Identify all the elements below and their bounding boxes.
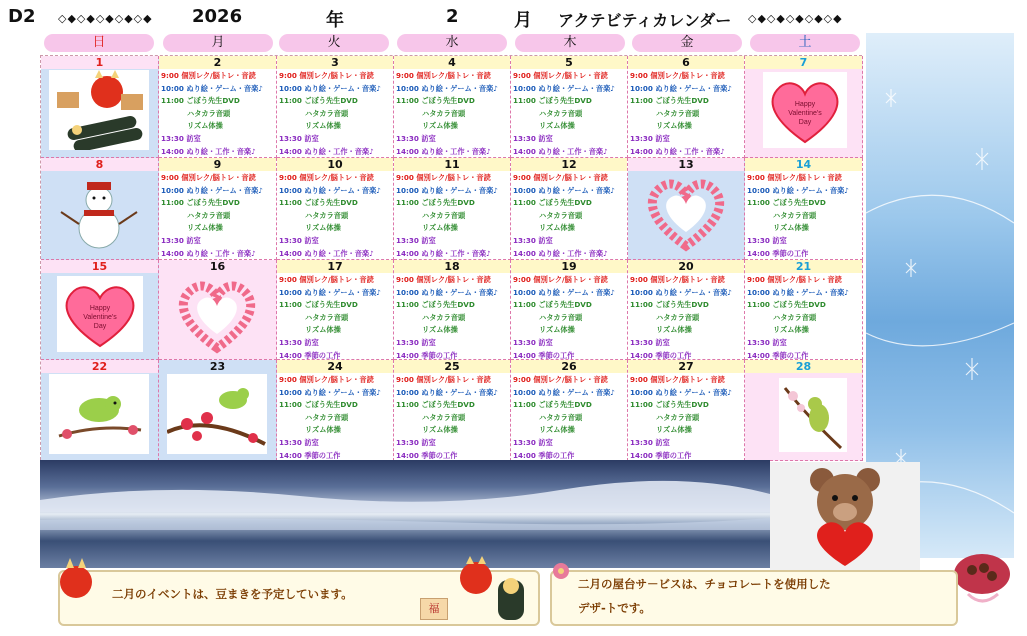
svg-text:Happy: Happy: [794, 101, 816, 108]
year-unit: 年: [326, 10, 344, 31]
weekday-sunday: 日: [44, 34, 154, 52]
day-cell-21[interactable]: [745, 260, 863, 360]
stall-note-line-1: 二月の屋台サ－ビスは、チョコレートを使用した: [578, 577, 831, 591]
day-number: 6: [628, 56, 744, 69]
day-number: 28: [745, 360, 862, 373]
event-note-text: 二月のイベントは、豆まきを予定しています。: [112, 587, 353, 601]
day-schedule: 9:00 個別レク/脳トレ・音読 10:00 ぬり絵・ゲーム・音楽♪ 11:00 ごぼう先生DVD ハタカラ音頭 リズム体操 13:30 訪室 14:00 季節の工作: [279, 275, 381, 360]
day-schedule: 9:00 個別レク/脳トレ・音読 10:00 ぬり絵・ゲーム・音楽♪ 11:00 ごぼう先生DVD ハタカラ音頭 リズム体操 13:30 訪室 14:00 季節の工作: [747, 173, 849, 258]
day-number: 3: [277, 56, 393, 69]
oni-icon: [50, 556, 102, 608]
day-schedule: 9:00 個別レク/脳トレ・音読 10:00 ぬり絵・ゲーム・音楽♪ 11:00 ごぼう先生DVD ハタカラ音頭 リズム体操 13:30 訪室 14:00 ぬり絵・工作・音楽♪: [396, 173, 498, 258]
chocolate-box-image: [948, 544, 1018, 610]
snowman-icon: [49, 172, 149, 252]
day-cell-4[interactable]: [394, 56, 511, 158]
month-unit: 月: [514, 10, 532, 31]
day-schedule: 9:00 個別レク/脳トレ・音読 10:00 ぬり絵・ゲーム・音楽♪ 11:00 ごぼう先生DVD ハタカラ音頭 リズム体操 13:30 訪室 14:00 季節の工作: [630, 275, 732, 360]
day-schedule: 9:00 個別レク/脳トレ・音読 10:00 ぬり絵・ゲーム・音楽♪ 11:00 ごぼう先生DVD ハタカラ音頭 リズム体操 13:30 訪室 14:00 ぬり絵・工作・音楽♪: [161, 173, 263, 258]
day-number: 18: [394, 260, 510, 273]
svg-text:Day: Day: [93, 323, 107, 330]
svg-text:Valentine's: Valentine's: [788, 110, 822, 117]
day-schedule: 9:00 個別レク/脳トレ・音読 10:00 ぬり絵・ゲーム・音楽♪ 11:00 ごぼう先生DVD ハタカラ音頭 リズム体操 13:30 訪室 14:00 季節の工作: [279, 375, 381, 460]
day-cell-26[interactable]: [511, 360, 628, 461]
weekday-tuesday: 火: [279, 34, 389, 52]
landscape-trees: [40, 460, 770, 568]
day-schedule: 9:00 個別レク/脳トレ・音読 10:00 ぬり絵・ゲーム・音楽♪ 11:00 ごぼう先生DVD ハタカラ音頭 リズム体操 13:30 訪室 14:00 ぬり絵・工作・音楽♪: [279, 71, 381, 156]
svg-text:Day: Day: [798, 119, 812, 126]
bird-plum-image: [779, 378, 847, 452]
bird-icon: [49, 374, 149, 454]
plum-branch-icon: [167, 374, 267, 454]
day-number: 13: [628, 158, 744, 171]
flower-icon: [546, 556, 576, 586]
weekday-friday: 金: [632, 34, 742, 52]
weekday-wednesday: 水: [397, 34, 507, 52]
day-number: 4: [394, 56, 510, 69]
day-cell-28[interactable]: [745, 360, 863, 461]
rose-heart-image: [636, 172, 736, 252]
heart-icon: [57, 276, 143, 352]
day-number: 25: [394, 360, 510, 373]
day-schedule: 9:00 個別レク/脳トレ・音読 10:00 ぬり絵・ゲーム・音楽♪ 11:00 ごぼう先生DVD ハタカラ音頭 リズム体操 13:30 訪室 14:00 季節の工作: [630, 375, 732, 460]
day-number: 16: [159, 260, 276, 273]
setsubun-oni-image: [49, 70, 149, 150]
day-cell-17[interactable]: [277, 260, 394, 360]
header-decoration-right: ◇◆◇◆◇◆◇◆◇◆: [748, 12, 843, 25]
day-cell-25[interactable]: [394, 360, 511, 461]
oni-mask-icon: [49, 70, 149, 150]
calendar-title: アクテビティカレンダー: [558, 11, 732, 30]
day-cell-24[interactable]: [277, 360, 394, 461]
day-number: 26: [511, 360, 627, 373]
rose-heart-icon: [636, 172, 736, 252]
day-number: 24: [277, 360, 393, 373]
day-cell-2[interactable]: [159, 56, 277, 158]
day-number: 11: [394, 158, 510, 171]
bird-plum-image: [167, 374, 267, 454]
snowman-image: [49, 172, 149, 252]
weekday-saturday: 土: [750, 34, 860, 52]
day-cell-11[interactable]: [394, 158, 511, 260]
valentine-heart-image: [57, 276, 143, 352]
teddy-bear-image: [770, 462, 920, 570]
weekday-thursday: 木: [515, 34, 625, 52]
day-cell-3[interactable]: [277, 56, 394, 158]
day-schedule: 9:00 個別レク/脳トレ・音読 10:00 ぬり絵・ゲーム・音楽♪ 11:00 ごぼう先生DVD ハタカラ音頭 リズム体操 13:30 訪室 14:00 ぬり絵・工作・音楽♪: [630, 71, 732, 156]
day-cell-15[interactable]: [41, 260, 159, 360]
day-cell-20[interactable]: [628, 260, 745, 360]
day-cell-22[interactable]: [41, 360, 159, 461]
day-schedule: 9:00 個別レク/脳トレ・音読 10:00 ぬり絵・ゲーム・音楽♪ 11:00 ごぼう先生DVD ハタカラ音頭 リズム体操 13:30 訪室 14:00 ぬり絵・工作・音楽♪: [396, 71, 498, 156]
day-number: 7: [745, 56, 862, 69]
day-schedule: 9:00 個別レク/脳トレ・音読 10:00 ぬり絵・ゲーム・音楽♪ 11:00 ごぼう先生DVD ハタカラ音頭 リズム体操 13:30 訪室 14:00 ぬり絵・工作・音楽♪: [513, 173, 615, 258]
day-cell-7[interactable]: [745, 56, 863, 158]
teddy-bear-icon: [770, 462, 920, 570]
rose-heart-image: [167, 274, 267, 354]
heart-icon: [763, 72, 847, 148]
day-number: 10: [277, 158, 393, 171]
day-cell-5[interactable]: [511, 56, 628, 158]
day-schedule: 9:00 個別レク/脳トレ・音読 10:00 ぬり絵・ゲーム・音楽♪ 11:00 ごぼう先生DVD ハタカラ音頭 リズム体操 13:30 訪室 14:00 季節の工作: [747, 275, 849, 360]
day-cell-6[interactable]: [628, 56, 745, 158]
bird-plum-image: [49, 374, 149, 454]
calendar-month: 2: [446, 6, 459, 27]
day-number: 2: [159, 56, 276, 69]
day-number: 19: [511, 260, 627, 273]
calendar-code: D2: [8, 6, 36, 27]
day-schedule: 9:00 個別レク/脳トレ・音読 10:00 ぬり絵・ゲーム・音楽♪ 11:00 ごぼう先生DVD ハタカラ音頭 リズム体操 13:30 訪室 14:00 季節の工作: [396, 275, 498, 360]
fuku-bean-box: 福: [420, 598, 448, 620]
valentine-heart-image: [763, 72, 847, 148]
day-number: 21: [745, 260, 862, 273]
day-cell-9[interactable]: [159, 158, 277, 260]
day-number: 15: [41, 260, 158, 273]
day-number: 22: [41, 360, 158, 373]
day-cell-1[interactable]: [41, 56, 159, 158]
snowy-lake-landscape-image: [40, 460, 770, 568]
day-number: 1: [41, 56, 158, 69]
day-schedule: 9:00 個別レク/脳トレ・音読 10:00 ぬり絵・ゲーム・音楽♪ 11:00 ごぼう先生DVD ハタカラ音頭 リズム体操 13:30 訪室 14:00 季節の工作: [513, 275, 615, 360]
day-number: 17: [277, 260, 393, 273]
day-cell-16[interactable]: [159, 260, 277, 360]
chocolate-box-icon: [948, 544, 1018, 610]
weekday-monday: 月: [163, 34, 273, 52]
day-number: 12: [511, 158, 627, 171]
bird-icon: [779, 378, 847, 452]
day-number: 14: [745, 158, 862, 171]
day-schedule: 9:00 個別レク/脳トレ・音読 10:00 ぬり絵・ゲーム・音楽♪ 11:00 ごぼう先生DVD ハタカラ音頭 リズム体操 13:30 訪室 14:00 季節の工作: [513, 375, 615, 460]
day-number: 9: [159, 158, 276, 171]
svg-text:Happy: Happy: [89, 305, 111, 312]
day-cell-13[interactable]: [628, 158, 745, 260]
day-number: 23: [159, 360, 276, 373]
day-number: 8: [41, 158, 158, 171]
stall-note-line-2: デザ-トです。: [578, 601, 651, 615]
day-cell-19[interactable]: [511, 260, 628, 360]
day-cell-10[interactable]: [277, 158, 394, 260]
calendar-year: 2026: [192, 6, 243, 27]
day-number: 5: [511, 56, 627, 69]
calendar-grid: [40, 55, 862, 460]
day-cell-18[interactable]: [394, 260, 511, 360]
svg-text:Valentine's: Valentine's: [83, 314, 117, 321]
day-cell-14[interactable]: [745, 158, 863, 260]
day-cell-27[interactable]: [628, 360, 745, 461]
day-schedule: 9:00 個別レク/脳トレ・音読 10:00 ぬり絵・ゲーム・音楽♪ 11:00 ごぼう先生DVD ハタカラ音頭 リズム体操 13:30 訪室 14:00 ぬり絵・工作・音楽♪: [513, 71, 615, 156]
day-schedule: 9:00 個別レク/脳トレ・音読 10:00 ぬり絵・ゲーム・音楽♪ 11:00 ごぼう先生DVD ハタカラ音頭 リズム体操 13:30 訪室 14:00 季節の工作: [396, 375, 498, 460]
oni-and-ehomaki-image: [446, 556, 536, 622]
day-cell-8[interactable]: [41, 158, 159, 260]
day-cell-23[interactable]: [159, 360, 277, 461]
header-decoration-left: ◇◆◇◆◇◆◇◆◇◆: [58, 12, 153, 25]
day-number: 27: [628, 360, 744, 373]
day-cell-12[interactable]: [511, 158, 628, 260]
day-number: 20: [628, 260, 744, 273]
day-schedule: 9:00 個別レク/脳トレ・音読 10:00 ぬり絵・ゲーム・音楽♪ 11:00 ごぼう先生DVD ハタカラ音頭 リズム体操 13:30 訪室 14:00 ぬり絵・工作・音楽♪: [161, 71, 263, 156]
rose-heart-icon: [167, 274, 267, 354]
day-schedule: 9:00 個別レク/脳トレ・音読 10:00 ぬり絵・ゲーム・音楽♪ 11:00 ごぼう先生DVD ハタカラ音頭 リズム体操 13:30 訪室 14:00 ぬり絵・工作・音楽♪: [279, 173, 381, 258]
